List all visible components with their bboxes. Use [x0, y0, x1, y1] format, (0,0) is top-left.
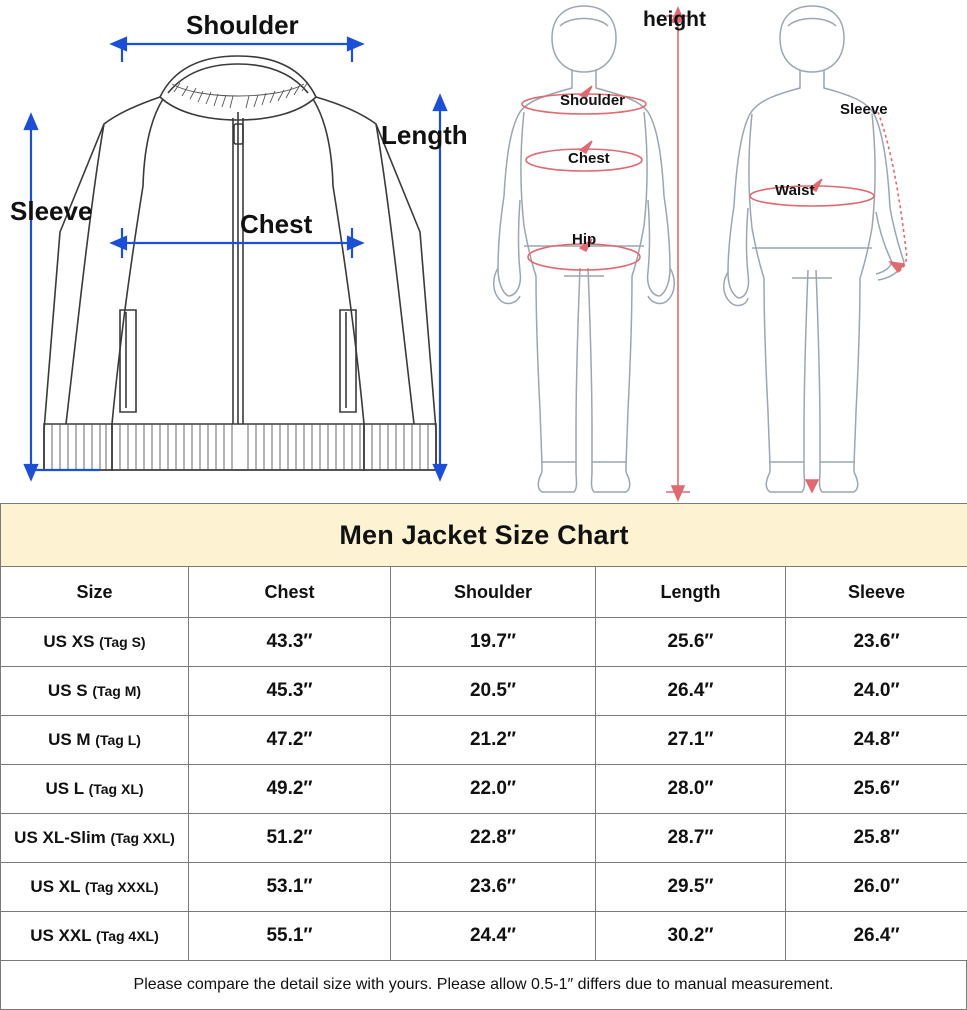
label-body-height: height — [643, 8, 706, 32]
size-tag: (Tag XXXL) — [85, 879, 159, 895]
table-row — [1, 667, 967, 716]
size-chart-table — [0, 503, 967, 961]
cell-sleeve: 23.6″ — [786, 618, 967, 667]
cell-size — [1, 618, 189, 667]
size-label: US S — [48, 681, 88, 700]
label-body-sleeve: Sleeve — [840, 101, 888, 118]
label-body-hip: Hip — [572, 231, 596, 248]
cell-chest: 47.2″ — [189, 716, 391, 765]
cell-shoulder: 22.0″ — [391, 765, 596, 814]
table-row — [1, 912, 967, 961]
label-body-waist: Waist — [775, 182, 814, 199]
cell-sleeve: 26.4″ — [786, 912, 967, 961]
cell-sleeve: 25.8″ — [786, 814, 967, 863]
size-tag: (Tag L) — [95, 732, 141, 748]
illustration-area — [0, 0, 967, 503]
cell-chest: 55.1″ — [189, 912, 391, 961]
cell-chest: 49.2″ — [189, 765, 391, 814]
table-row — [1, 863, 967, 912]
column-header-shoulder: Shoulder — [391, 567, 596, 618]
measurement-note: Please compare the detail size with yours. Please allow 0.5-1″ differs due to manual measurement. — [0, 961, 967, 1010]
label-jacket-chest: Chest — [240, 209, 312, 240]
cell-chest: 53.1″ — [189, 863, 391, 912]
cell-size — [1, 912, 189, 961]
column-header-sleeve: Sleeve — [786, 567, 967, 618]
size-chart — [0, 503, 967, 1010]
size-label: US XXL — [30, 926, 91, 945]
cell-length: 28.7″ — [596, 814, 786, 863]
size-label: US M — [48, 730, 91, 749]
column-header-chest: Chest — [189, 567, 391, 618]
cell-length: 30.2″ — [596, 912, 786, 961]
cell-chest: 43.3″ — [189, 618, 391, 667]
cell-length: 29.5″ — [596, 863, 786, 912]
label-body-shoulder: Shoulder — [560, 92, 625, 109]
cell-chest: 51.2″ — [189, 814, 391, 863]
cell-length: 26.4″ — [596, 667, 786, 716]
cell-size — [1, 716, 189, 765]
cell-chest: 45.3″ — [189, 667, 391, 716]
size-label: US XL-Slim — [14, 828, 106, 847]
cell-shoulder: 19.7″ — [391, 618, 596, 667]
cell-sleeve: 24.0″ — [786, 667, 967, 716]
cell-sleeve: 24.8″ — [786, 716, 967, 765]
cell-sleeve: 25.6″ — [786, 765, 967, 814]
table-row — [1, 814, 967, 863]
label-jacket-shoulder: Shoulder — [186, 10, 299, 41]
cell-size — [1, 814, 189, 863]
cell-size — [1, 765, 189, 814]
column-header-size: Size — [1, 567, 189, 618]
size-tag: (Tag S) — [99, 634, 145, 650]
size-tag: (Tag XL) — [89, 781, 144, 797]
cell-shoulder: 21.2″ — [391, 716, 596, 765]
cell-size — [1, 863, 189, 912]
cell-length: 27.1″ — [596, 716, 786, 765]
size-tag: (Tag M) — [92, 683, 141, 699]
body-figures-illustration — [480, 0, 967, 503]
label-body-chest: Chest — [568, 150, 610, 167]
cell-size — [1, 667, 189, 716]
cell-shoulder: 20.5″ — [391, 667, 596, 716]
cell-length: 28.0″ — [596, 765, 786, 814]
label-jacket-sleeve: Sleeve — [10, 196, 92, 227]
cell-shoulder: 22.8″ — [391, 814, 596, 863]
table-row — [1, 618, 967, 667]
size-tag: (Tag XXL) — [111, 830, 175, 846]
size-label: US XL — [30, 877, 80, 896]
column-header-length: Length — [596, 567, 786, 618]
size-tag: (Tag 4XL) — [96, 928, 159, 944]
cell-sleeve: 26.0″ — [786, 863, 967, 912]
size-label: US L — [45, 779, 83, 798]
chart-header-row — [1, 567, 967, 618]
table-row — [1, 765, 967, 814]
jacket-illustration — [0, 0, 480, 503]
cell-length: 25.6″ — [596, 618, 786, 667]
chart-title-row — [1, 504, 967, 567]
size-label: US XS — [43, 632, 94, 651]
table-row — [1, 716, 967, 765]
chart-title: Men Jacket Size Chart — [1, 504, 967, 567]
label-jacket-length: Length — [381, 120, 468, 151]
cell-shoulder: 24.4″ — [391, 912, 596, 961]
cell-shoulder: 23.6″ — [391, 863, 596, 912]
